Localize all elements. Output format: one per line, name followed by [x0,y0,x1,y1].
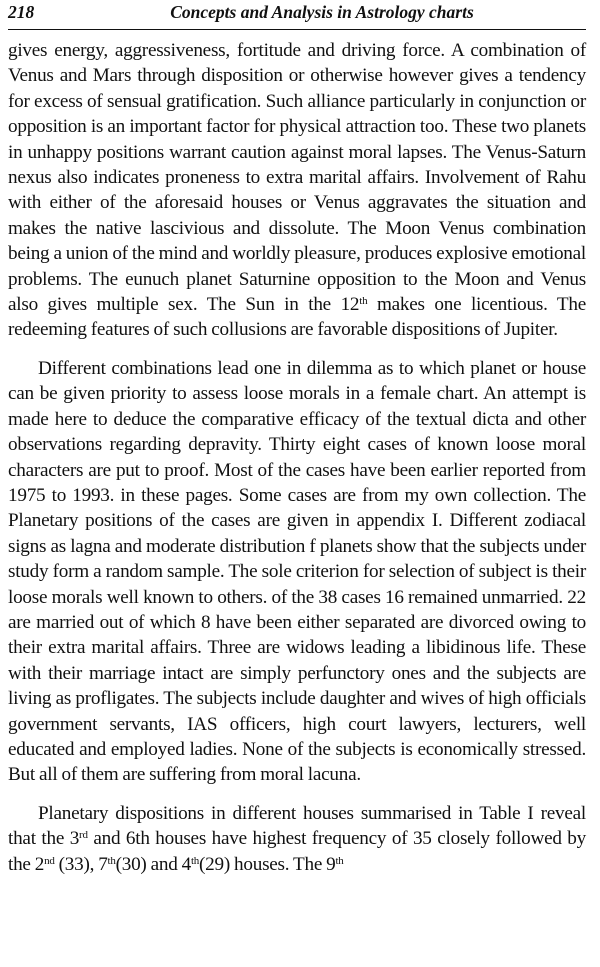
superscript: th [107,854,116,867]
running-head-title: Concepts and Analysis in Astrology charts [170,2,474,22]
running-head [8,0,586,30]
text-run: (29) houses. The 9 [199,853,336,875]
text-run: (33), 7 [54,853,108,875]
page-number: 218 [8,2,35,22]
text-run: gives energy, aggressiveness, fortitude and driving force. A combination of Venus and Mars through disposition or otherwise however gives a tendency for excess of sensual gratification. Such alliance particularly in conjunction or opposition is an important factor for physical attraction too. These two planets in unhappy positions warrant caution against moral lapses. The Venus-Saturn nexus also indicates proneness to extra marital affairs. Involvement of Rahu with either of the aforesaid houses or Venus aggravates the situation and makes the native lascivious and dissolute. The Moon Venus combination being a union of the mind and worldly pleasure, produces explosive emotional problems. The eunuch planet Saturnine opposition to the Moon and Venus also gives multiple sex. The Sun in the 12 [8,40,586,316]
body-text [8,38,586,877]
superscript: th [359,295,368,308]
superscript: th [190,854,200,867]
text-run: Planetary dispositions in different houses summarised in Table I reveal that the 3 [8,802,586,850]
paragraph [8,801,586,877]
text-run: makes one licentious. The redeeming features of such collusions are favorable dispositions of Jupiter. [8,294,586,341]
text-run: and 6th houses have highest frequency of 35 closely followed by the 2 [8,828,586,875]
superscript: nd [44,854,55,867]
paragraph [8,356,586,788]
superscript: rd [79,829,88,842]
superscript: th [335,854,344,867]
text-run: Different combinations lead one in dilemma as to which planet or house can be given priority to assess loose morals in a female chart. An attempt is made here to deduce the comparative efficacy of the textual dicta and other observations regarding depravity. Thirty eight cases of known loose moral characters are put to proof. Most of the cases have been earlier reported from 1975 to 1993. in these pages. Some cases are from my own collection. The Planetary positions of the cases are given in appendix I. Different zodiacal signs as lagna and moderate distribution f planets show that the subjects under study form a random sample. The sole criterion for selection of subject is their loose morals well known to others. of the 38 cases 16 remained unmarried. 22 are married out of which 8 have been either separated are divorced owing to their extra marital affairs. Three are widows leading a libidinous life. These with their marriage intact are simply perfunctory ones and the subjects are living as profligates. The subjects include daughter and wives of high officials government servants, IAS officers, high court lawyers, lecturers, well educated and employed ladies. None of the subjects is economically stressed. But all of them are suffering from moral lacuna. [8,357,586,786]
paragraph [8,38,586,343]
text-run: (30) and 4 [115,853,191,875]
